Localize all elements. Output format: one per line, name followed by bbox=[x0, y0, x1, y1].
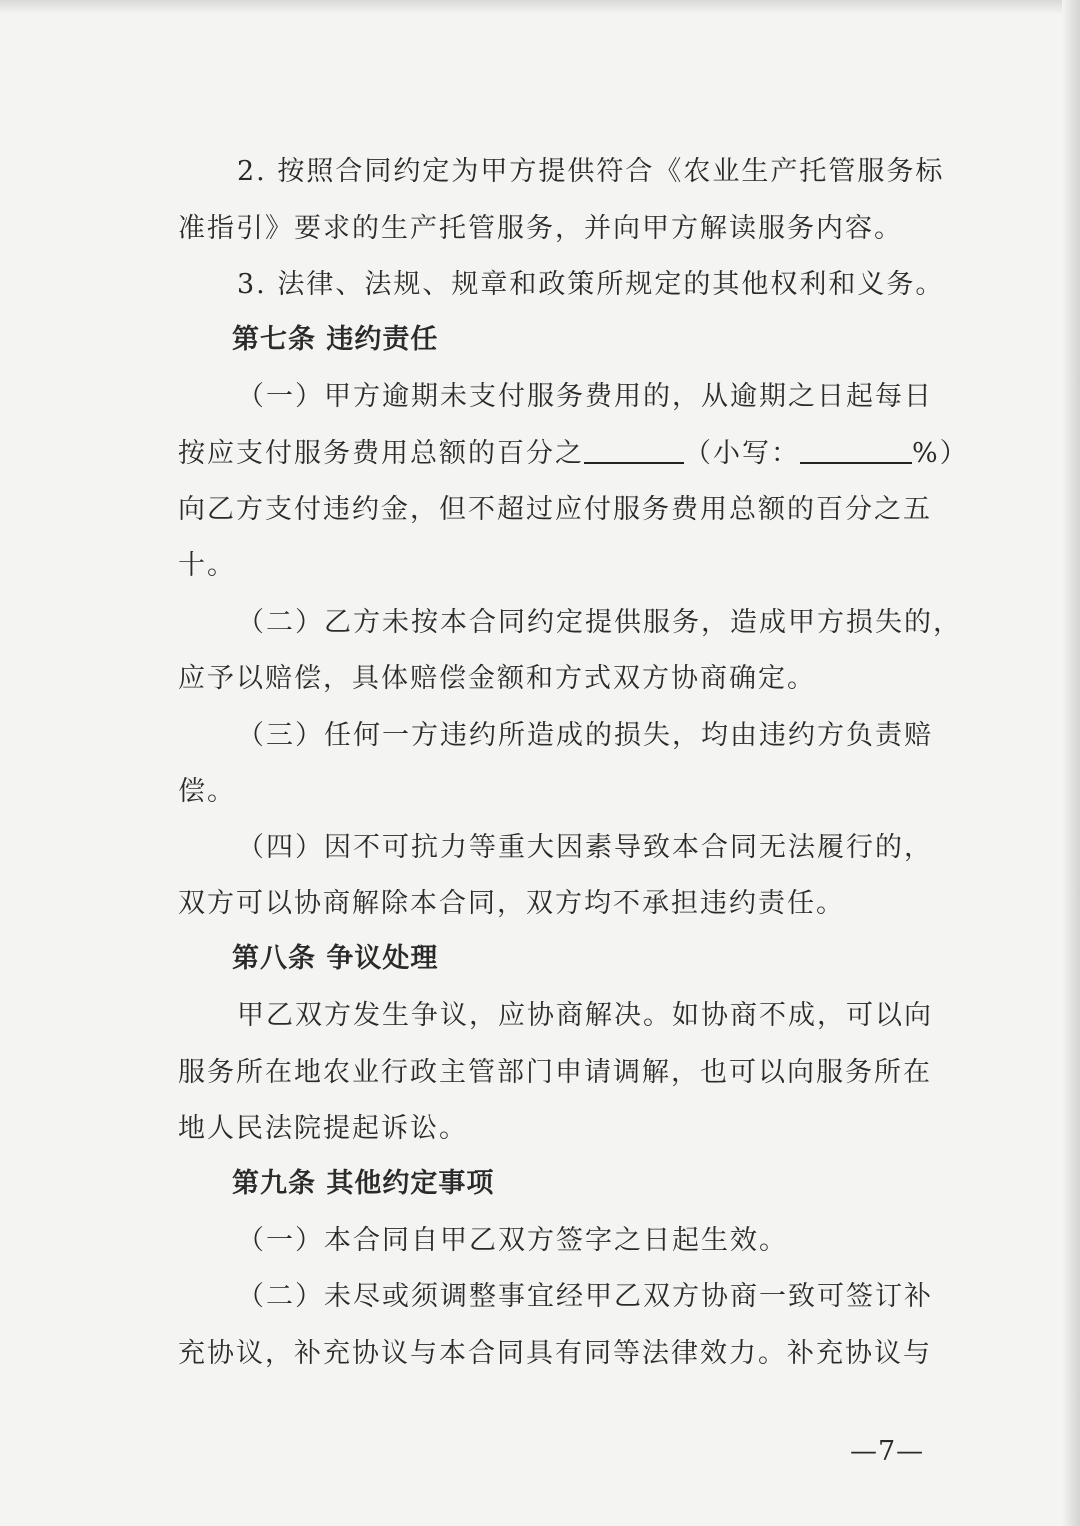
section-heading-8: 第八条 争议处理 bbox=[232, 943, 439, 974]
scan-top-edge bbox=[0, 0, 1080, 14]
text-line: 向乙方支付违约金，但不超过应付服务费用总额的百分之五 bbox=[178, 494, 932, 525]
text-fragment: （小写： bbox=[684, 438, 800, 469]
text-line: 2. 按照合同约定为甲方提供符合《农业生产托管服务标 bbox=[237, 156, 945, 187]
text-line: 应予以赔偿，具体赔偿金额和方式双方协商确定。 bbox=[178, 663, 816, 694]
text-line: 偿。 bbox=[178, 776, 236, 807]
text-line: 十。 bbox=[178, 550, 236, 581]
text-line: 双方可以协商解除本合同，双方均不承担违约责任。 bbox=[178, 888, 845, 919]
text-fragment: 按应支付服务费用总额的百分之 bbox=[178, 438, 584, 469]
section-heading-9: 第九条 其他约定事项 bbox=[232, 1168, 495, 1199]
text-line: 充协议，补充协议与本合同具有同等法律效力。补充协议与 bbox=[178, 1338, 932, 1369]
text-line: （二）乙方未按本合同约定提供服务，造成甲方损失的， bbox=[237, 607, 962, 638]
text-line: 甲乙双方发生争议，应协商解决。如协商不成，可以向 bbox=[237, 1000, 933, 1031]
text-line: 服务所在地农业行政主管部门申请调解，也可以向服务所在 bbox=[178, 1057, 932, 1088]
fill-blank-percent-words bbox=[584, 434, 684, 464]
text-fragment: %） bbox=[912, 438, 969, 469]
text-line-with-blanks bbox=[0, 434, 1080, 474]
fill-blank-percent-number bbox=[800, 434, 912, 464]
text-line: （一）甲方逾期未支付服务费用的，从逾期之日起每日 bbox=[237, 381, 933, 412]
text-line: （三）任何一方违约所造成的损失，均由违约方负责赔 bbox=[237, 720, 933, 751]
text-line: 地人民法院提起诉讼。 bbox=[178, 1113, 468, 1144]
text-line: 3. 法律、法规、规章和政策所规定的其他权利和义务。 bbox=[237, 269, 945, 300]
page-number: —7— bbox=[850, 1436, 925, 1467]
text-line: 准指引》要求的生产托管服务，并向甲方解读服务内容。 bbox=[178, 213, 903, 244]
text-line: （二）未尽或须调整事宜经甲乙双方协商一致可签订补 bbox=[237, 1281, 933, 1312]
section-heading-7: 第七条 违约责任 bbox=[232, 324, 439, 355]
text-line: （四）因不可抗力等重大因素导致本合同无法履行的， bbox=[237, 832, 933, 863]
text-line: （一）本合同自甲乙双方签字之日起生效。 bbox=[237, 1225, 788, 1256]
